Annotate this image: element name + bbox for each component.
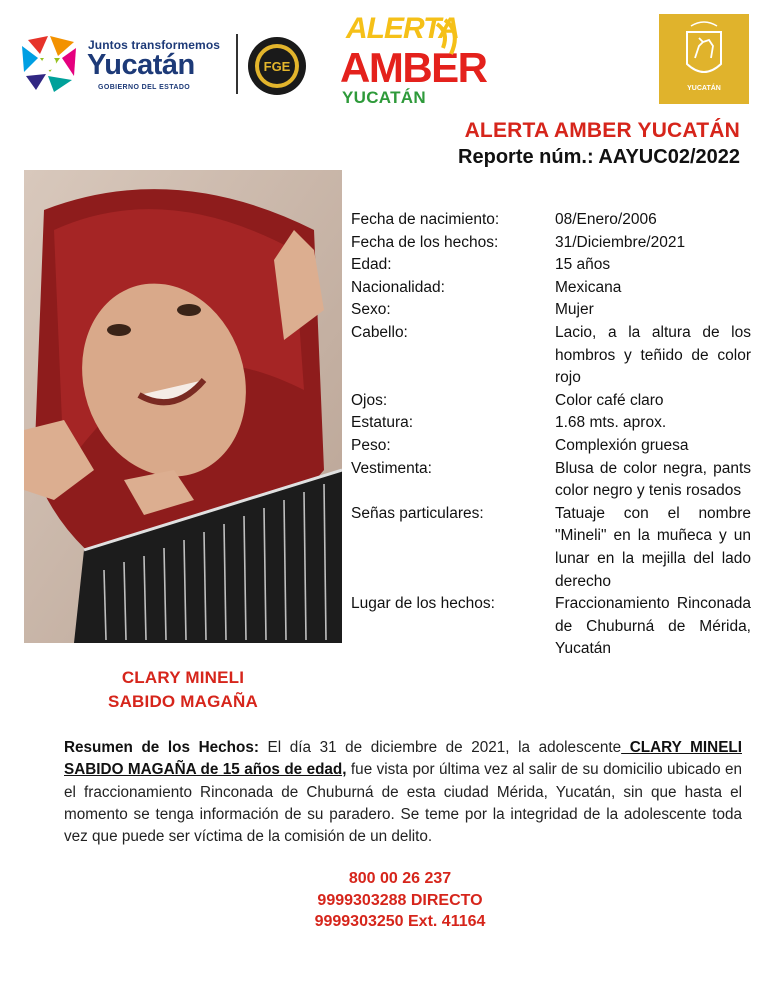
detail-value: 08/Enero/2006 [555, 211, 657, 228]
signal-wave-icon [433, 18, 463, 58]
detail-row [351, 458, 751, 503]
detail-row [351, 277, 751, 300]
detail-row [351, 209, 751, 232]
portrait-illustration [24, 170, 342, 643]
contact-phones [0, 868, 768, 933]
detail-label: Fecha de nacimiento: [351, 211, 500, 228]
summary-highlight: CLARY MINELI SABIDO MAGAÑA de 15 años de edad, [64, 739, 742, 779]
missing-person-photo [24, 170, 342, 643]
detail-value: 15 años [555, 256, 611, 274]
detail-row [351, 435, 751, 458]
logo-divider [236, 34, 238, 94]
amber-logo-alerta: ALERTA [346, 12, 459, 45]
gov-logo-tagline: Juntos transformemos [88, 38, 221, 52]
detail-value: 1.68 mts. aprox. [555, 414, 667, 432]
detail-row [351, 322, 751, 390]
gov-logo-name: Yucatán [87, 49, 195, 81]
detail-row [351, 593, 751, 661]
detail-value: Color café claro [555, 391, 664, 409]
detail-value: Mexicana [555, 278, 622, 296]
detail-label: Cabello: [351, 323, 408, 341]
report-number: Reporte núm.: AAYUC02/2022 [458, 146, 740, 168]
person-name-line1: CLARY MINELI [121, 668, 245, 687]
summary-text-1: El día 31 de diciembre de 2021, la adolescente [258, 739, 622, 756]
detail-label: Señas particulares: [351, 504, 484, 522]
detail-row [351, 299, 751, 322]
detail-label: Lugar de los hechos: [351, 595, 495, 613]
phone-line-3: 9999303250 Ext. 41164 [314, 913, 486, 930]
fge-seal-text: FGE [263, 59, 291, 74]
amber-logo-amber: AMBER [340, 44, 487, 91]
gobierno-yucatan-logo [18, 30, 230, 100]
detail-value: Complexión gruesa [555, 436, 689, 454]
detail-value: Blusa de color negra, pants color negro y tenis rosados [555, 459, 751, 500]
detail-label: Fecha de los hechos: [351, 233, 499, 251]
escudo-label: YUCATÁN [687, 85, 721, 92]
escudo-yucatan [659, 14, 749, 104]
yucatan-ribbon-icon [18, 32, 80, 94]
fge-seal-icon [247, 36, 307, 96]
detail-value: Mujer [555, 301, 594, 319]
detail-value: Fraccionamiento Rinconada de Chuburná de Mérida, Yucatán [555, 595, 751, 658]
detail-label: Vestimenta: [351, 459, 432, 477]
detail-row [351, 254, 751, 277]
deer-shield-icon [659, 14, 749, 104]
detail-row [351, 390, 751, 413]
alert-title: ALERTA AMBER YUCATÁN [464, 119, 740, 142]
alerta-amber-logo [338, 8, 487, 108]
detail-label: Estatura: [351, 414, 414, 432]
gov-logo-subtitle: GOBIERNO DEL ESTADO [98, 84, 191, 91]
detail-label: Nacionalidad: [351, 278, 445, 296]
detail-row [351, 232, 751, 255]
person-name-line2: SABIDO MAGAÑA [108, 692, 258, 711]
detail-value: 31/Diciembre/2021 [555, 233, 686, 251]
detail-label: Sexo: [351, 301, 391, 319]
detail-row [351, 412, 751, 435]
incident-summary [64, 737, 742, 848]
amber-logo-yucatan: YUCATÁN [342, 88, 426, 107]
detail-label: Peso: [351, 436, 391, 454]
detail-value: Tatuaje con el nombre "Mineli" en la muñeca y un lunar en la mejilla del lado derecho [555, 504, 751, 590]
summary-text-2: fue vista por última vez al salir de su domicilio ubicado en el fraccionamiento Rinconada de Chuburná de esta ciudad Mérida, Yucatán, sin que hasta el momento se tenga información de su paradero. Se teme por la integridad de la adolescente toda vez que puede ser víctima de la comisión de un delito. [64, 761, 742, 846]
phone-line-2: 9999303288 DIRECTO [317, 891, 483, 909]
details-table [351, 209, 751, 661]
detail-label: Edad: [351, 256, 392, 274]
phone-line-1: 800 00 26 237 [348, 870, 452, 887]
detail-label: Ojos: [351, 391, 388, 409]
detail-value: Lacio, a la altura de los hombros y teñido de color rojo [555, 323, 751, 387]
summary-heading: Resumen de los Hechos: [64, 739, 259, 756]
detail-row [351, 503, 751, 593]
